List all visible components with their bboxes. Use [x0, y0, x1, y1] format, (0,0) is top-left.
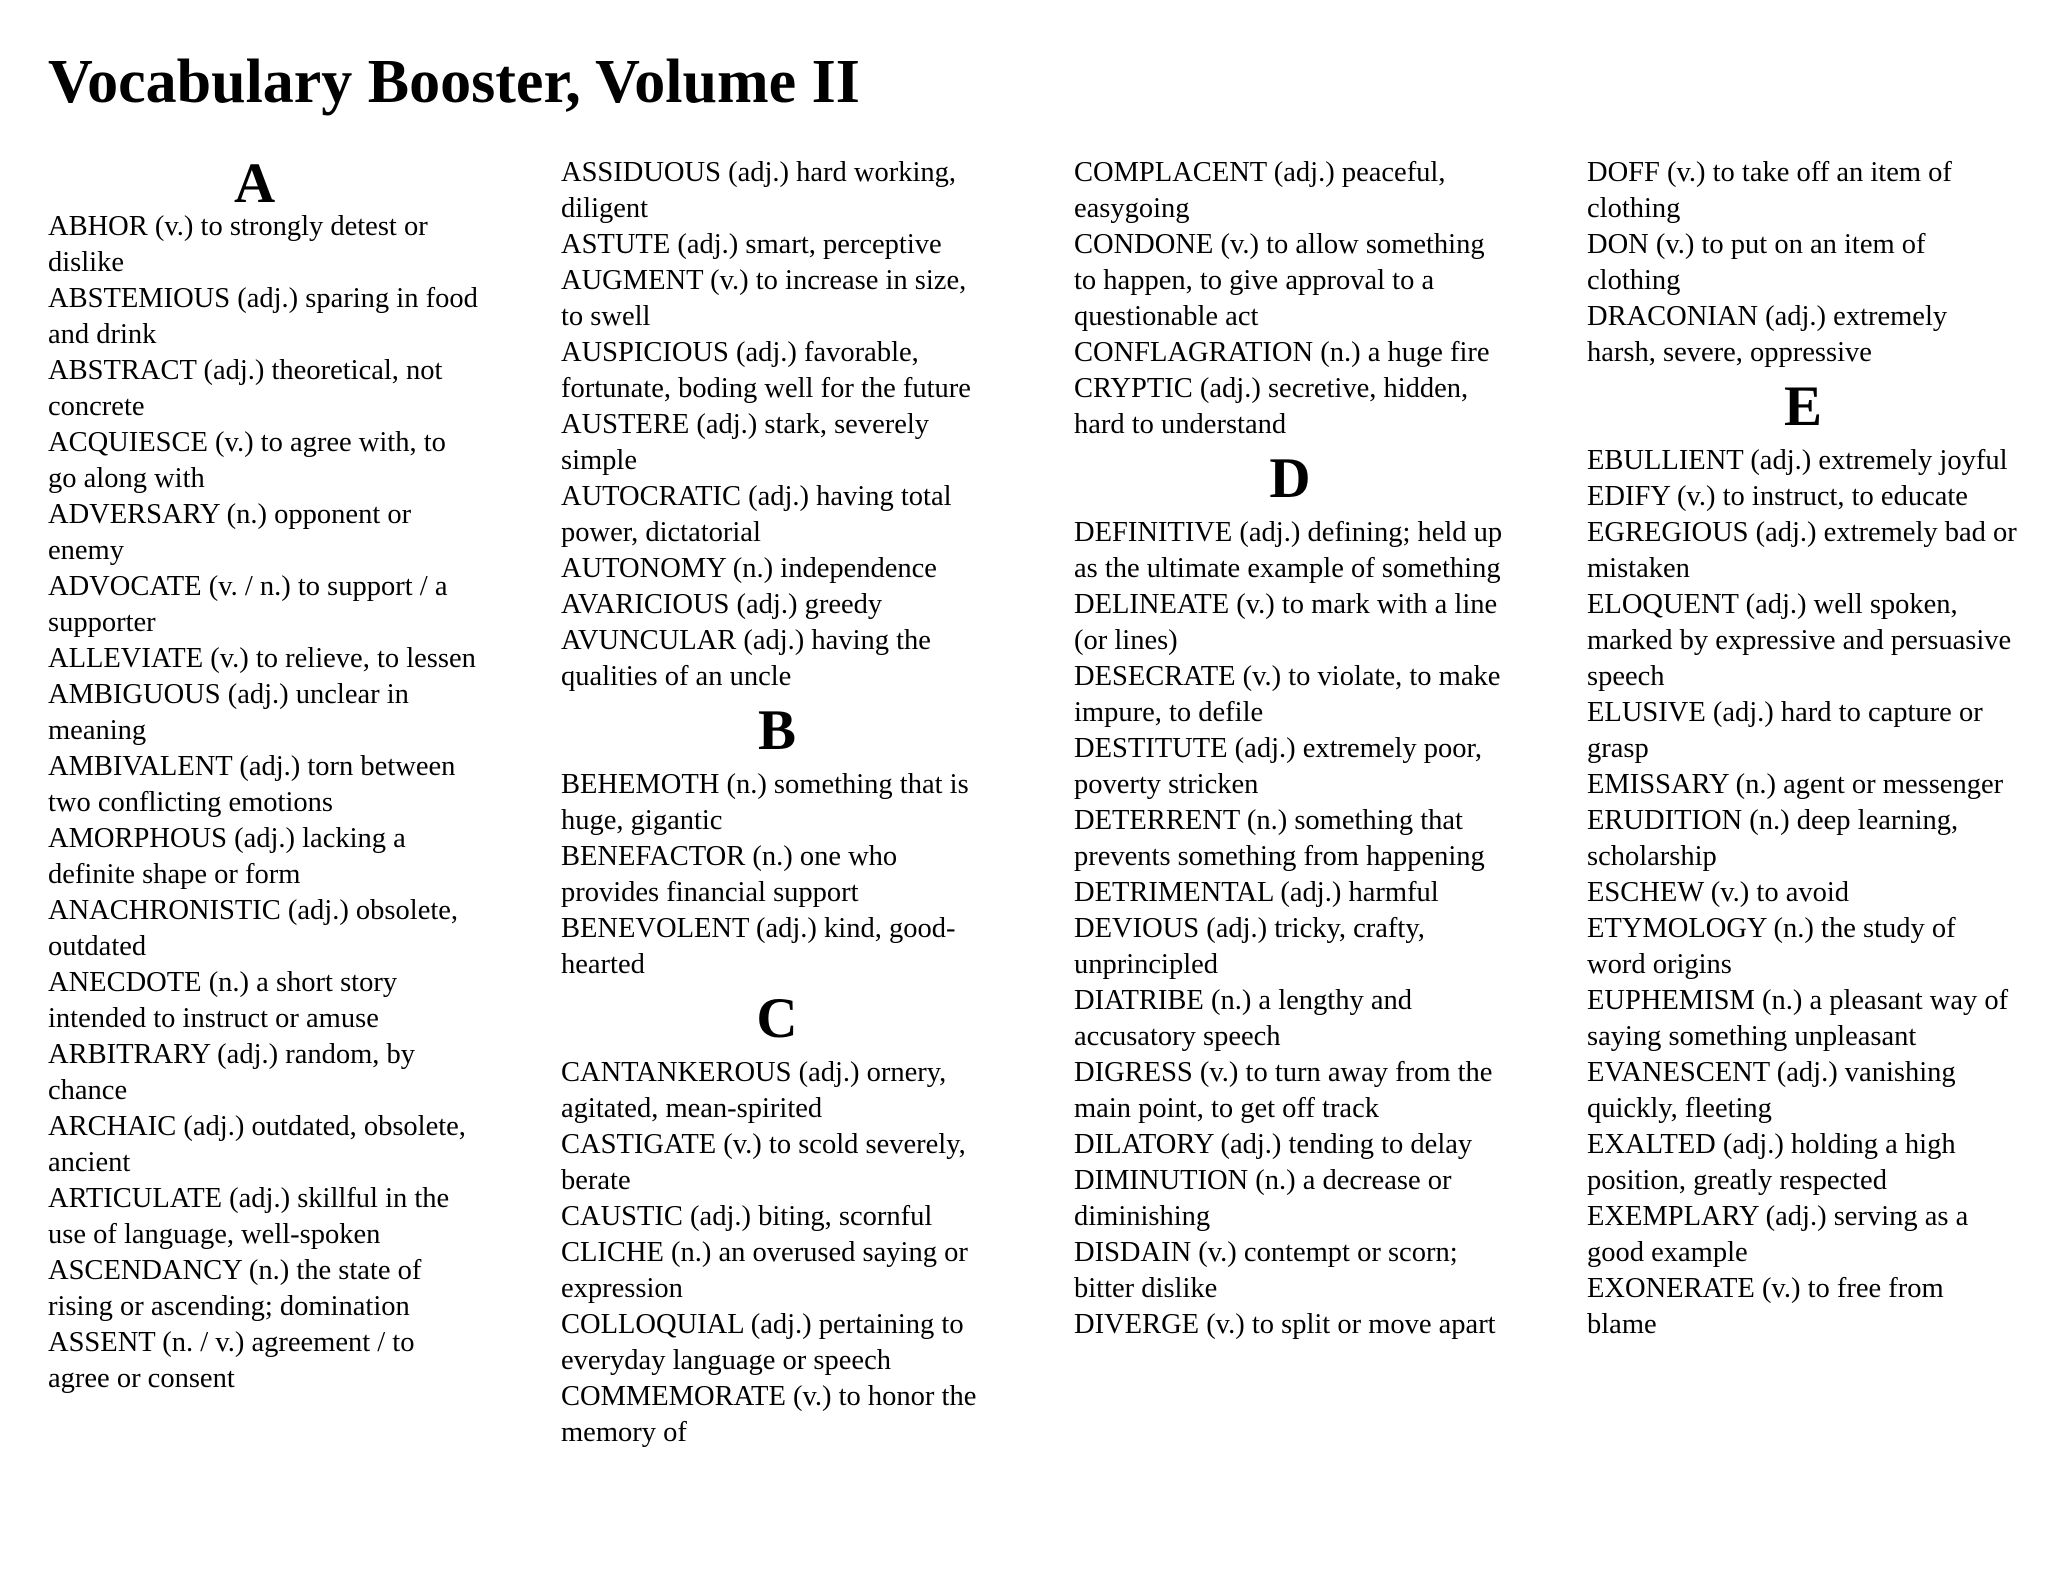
vocabulary-entry: CLICHE (n.) an overused saying or expression — [561, 1237, 968, 1304]
vocabulary-entry: DISDAIN (v.) contempt or scorn; bitter dislike — [1074, 1237, 1458, 1304]
vocabulary-entry: DETRIMENTAL (adj.) harmful — [1074, 877, 1439, 908]
vocabulary-entry: ADVOCATE (v. / n.) to support / a supporter — [48, 571, 448, 638]
vocabulary-entry: AVUNCULAR (adj.) having the qualities of an uncle — [561, 625, 931, 692]
vocabulary-entry: DIATRIBE (n.) a lengthy and accusatory speech — [1074, 985, 1412, 1052]
vocabulary-column-4 — [1587, 155, 2019, 1343]
vocabulary-entry: DRACONIAN (adj.) extremely harsh, severe, oppressive — [1587, 301, 1948, 368]
vocabulary-entry: BENEVOLENT (adj.) kind, good-hearted — [561, 913, 956, 980]
vocabulary-entry: EMISSARY (n.) agent or messenger — [1587, 769, 2004, 800]
vocabulary-entry: EDIFY (v.) to instruct, to educate — [1587, 481, 1968, 512]
vocabulary-entry: AUTONOMY (n.) independence — [561, 553, 937, 584]
vocabulary-entry: ARTICULATE (adj.) skillful in the use of language, well-spoken — [48, 1183, 450, 1250]
vocabulary-entry: DON (v.) to put on an item of clothing — [1587, 229, 1926, 296]
vocabulary-entry: CONFLAGRATION (n.) a huge fire — [1074, 337, 1490, 368]
vocabulary-entry: ABSTEMIOUS (adj.) sparing in food and drink — [48, 283, 478, 350]
vocabulary-entry: ADVERSARY (n.) opponent or enemy — [48, 499, 412, 566]
section-letter-c: C — [756, 987, 798, 1050]
vocabulary-entry: BEHEMOTH (n.) something that is huge, gigantic — [561, 769, 969, 836]
vocabulary-entry: DETERRENT (n.) something that prevents something from happening — [1074, 805, 1485, 872]
vocabulary-entry: DELINEATE (v.) to mark with a line (or lines) — [1074, 589, 1498, 656]
vocabulary-entry: CANTANKEROUS (adj.) ornery, agitated, mean-spirited — [561, 1057, 947, 1124]
vocabulary-entry: ASSENT (n. / v.) agreement / to agree or consent — [48, 1327, 415, 1394]
section-letter-b: B — [757, 699, 797, 762]
vocabulary-entry: ELUSIVE (adj.) hard to capture or grasp — [1587, 697, 1983, 764]
vocabulary-entry: BENEFACTOR (n.) one who provides financial support — [561, 841, 898, 908]
page-title: Vocabulary Booster, Volume II — [48, 48, 860, 116]
vocabulary-entry: DILATORY (adj.) tending to delay — [1074, 1129, 1473, 1160]
section-letter-d: D — [1269, 447, 1311, 510]
vocabulary-entry: ERUDITION (n.) deep learning, scholarship — [1587, 805, 1959, 872]
vocabulary-entry: AUSTERE (adj.) stark, severely simple — [561, 409, 930, 476]
vocabulary-entry: ETYMOLOGY (n.) the study of word origins — [1587, 913, 1956, 980]
vocabulary-entry: ASSIDUOUS (adj.) hard working, diligent — [561, 157, 957, 224]
vocabulary-entry: ELOQUENT (adj.) well spoken, marked by expressive and persuasive speech — [1587, 589, 2012, 692]
vocabulary-entry: DIVERGE (v.) to split or move apart — [1074, 1309, 1496, 1340]
vocabulary-entry: EXEMPLARY (adj.) serving as a good example — [1587, 1201, 1969, 1268]
vocabulary-entry: ANACHRONISTIC (adj.) obsolete, outdated — [48, 895, 459, 962]
vocabulary-entry: EGREGIOUS (adj.) extremely bad or mistaken — [1587, 517, 2017, 584]
vocabulary-entry: EBULLIENT (adj.) extremely joyful — [1587, 445, 2008, 476]
vocabulary-entry: ASCENDANCY (n.) the state of rising or ascending; domination — [48, 1255, 422, 1322]
vocabulary-entry: DEFINITIVE (adj.) defining; held up as the ultimate example of something — [1074, 517, 1503, 584]
vocabulary-entry: AVARICIOUS (adj.) greedy — [561, 589, 883, 620]
vocabulary-entry: ASTUTE (adj.) smart, perceptive — [561, 229, 942, 260]
vocabulary-column-3 — [1074, 155, 1506, 1343]
vocabulary-entry: ALLEVIATE (v.) to relieve, to lessen — [48, 643, 476, 674]
section-letter-e: E — [1783, 375, 1823, 438]
vocabulary-entry: EVANESCENT (adj.) vanishing quickly, fleeting — [1587, 1057, 1956, 1124]
vocabulary-entry: AUGMENT (v.) to increase in size, to swell — [561, 265, 967, 332]
vocabulary-column-1 — [48, 152, 480, 1397]
vocabulary-entry: AMBIGUOUS (adj.) unclear in meaning — [48, 679, 409, 746]
vocabulary-entry: ABHOR (v.) to strongly detest or dislike — [48, 211, 428, 278]
vocabulary-entry: EXONERATE (v.) to free from blame — [1587, 1273, 1944, 1340]
vocabulary-entry: CASTIGATE (v.) to scold severely, berate — [561, 1129, 966, 1196]
vocabulary-entry: DESTITUTE (adj.) extremely poor, poverty stricken — [1074, 733, 1483, 800]
vocabulary-entry: AUSPICIOUS (adj.) favorable, fortunate, boding well for the future — [561, 337, 971, 404]
vocabulary-entry: DEVIOUS (adj.) tricky, crafty, unprincipled — [1074, 913, 1425, 980]
vocabulary-entry: CONDONE (v.) to allow something to happen, to give approval to a questionable act — [1074, 229, 1485, 332]
vocabulary-entry: EXALTED (adj.) holding a high position, greatly respected — [1587, 1129, 1956, 1196]
vocabulary-entry: ARBITRARY (adj.) random, by chance — [48, 1039, 416, 1106]
vocabulary-entry: AUTOCRATIC (adj.) having total power, dictatorial — [561, 481, 952, 548]
vocabulary-entry: AMBIVALENT (adj.) torn between two conflicting emotions — [48, 751, 456, 818]
vocabulary-entry: ANECDOTE (n.) a short story intended to instruct or amuse — [48, 967, 398, 1034]
vocabulary-entry: DIMINUTION (n.) a decrease or diminishing — [1074, 1165, 1452, 1232]
vocabulary-entry: DOFF (v.) to take off an item of clothing — [1587, 157, 1952, 224]
vocabulary-entry: DIGRESS (v.) to turn away from the main point, to get off track — [1074, 1057, 1493, 1124]
vocabulary-entry: COMPLACENT (adj.) peaceful, easygoing — [1074, 157, 1446, 224]
vocabulary-column-2 — [561, 155, 993, 1451]
vocabulary-entry: ABSTRACT (adj.) theoretical, not concrete — [48, 355, 443, 422]
vocabulary-entry: EUPHEMISM (n.) a pleasant way of saying something unpleasant — [1587, 985, 2009, 1052]
vocabulary-entry: ESCHEW (v.) to avoid — [1587, 877, 1850, 908]
vocabulary-entry: COLLOQUIAL (adj.) pertaining to everyday language or speech — [561, 1309, 964, 1376]
vocabulary-entry: DESECRATE (v.) to violate, to make impure, to defile — [1074, 661, 1501, 728]
vocabulary-entry: CRYPTIC (adj.) secretive, hidden, hard to understand — [1074, 373, 1469, 440]
section-letter-a: A — [234, 152, 276, 215]
vocabulary-entry: ARCHAIC (adj.) outdated, obsolete, ancient — [48, 1111, 466, 1178]
vocabulary-entry: CAUSTIC (adj.) biting, scornful — [561, 1201, 933, 1232]
vocabulary-entry: COMMEMORATE (v.) to honor the memory of — [561, 1381, 977, 1448]
vocabulary-entry: ACQUIESCE (v.) to agree with, to go along with — [48, 427, 446, 494]
vocabulary-entry: AMORPHOUS (adj.) lacking a definite shape or form — [48, 823, 406, 890]
